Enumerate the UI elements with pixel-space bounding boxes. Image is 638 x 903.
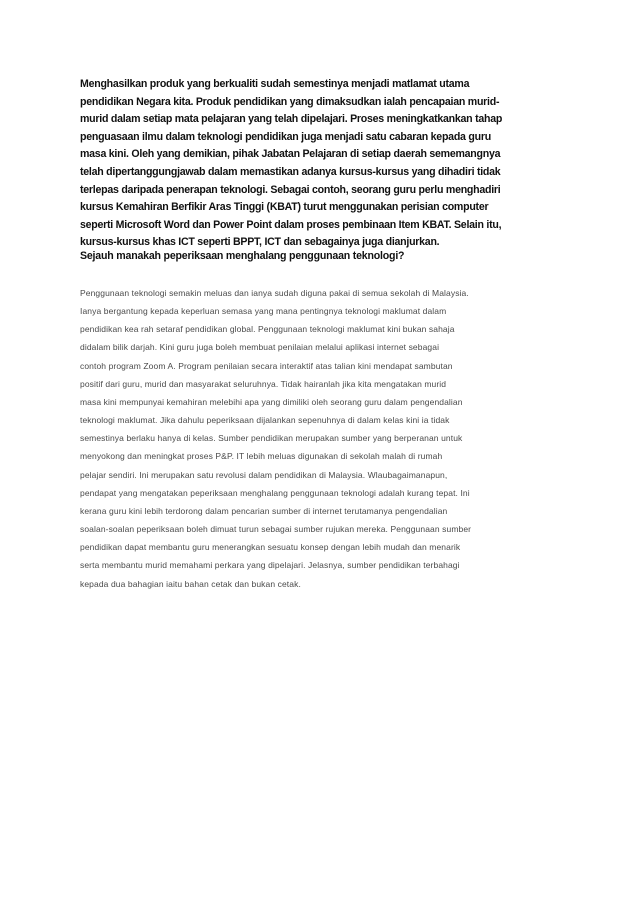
intro-line: pendidikan Negara kita. Produk pendidikan yang dimaksudkan ialah pencapaian murid- [80,95,500,108]
answer-line: pendidikan dapat membantu guru menerangkan sesuatu konsep dengan lebih mudah dan menarik [80,542,461,553]
intro-paragraph [80,76,570,252]
answer-line: soalan-soalan peperiksaan boleh dimuat turun sebagai sumber rujukan mereka. Penggunaan sumber [80,524,472,535]
answer-line: kerana guru kini lebih terdorong dalam pencarian sumber di internet terutamanya pengendalian [80,505,448,516]
intro-line: terlepas daripada penerapan teknologi. Sebagai contoh, seorang guru perlu menghadiri [80,183,501,196]
answer-line: pelajar sendiri. Ini merupakan satu revolusi dalam pendidikan di Malaysia. Wlaubagaimanapun, [80,469,448,480]
answer-paragraph [80,284,574,593]
question-heading: Sejauh manakah peperiksaan menghalang penggunaan teknologi? [80,250,405,262]
answer-line: pendidikan kea rah setaraf pendidikan global. Penggunaan teknologi maklumat kini bukan sahaja [80,324,455,335]
answer-line: contoh program Zoom A. Program penilaian secara interaktif atas talian kini mendapat sambutan [80,360,453,371]
intro-line: telah dipertanggungjawab dalam memastikan adanya kursus-kursus yang dihadiri tidak [80,165,501,178]
answer-line: didalam bilik darjah. Kini guru juga boleh membuat penilaian melalui aplikasi internet sebagai [80,342,440,353]
intro-line: murid dalam setiap mata pelajaran yang telah dipelajari. Proses meningkatkankan tahap [80,113,503,126]
intro-line: penguasaan ilmu dalam teknologi pendidikan juga menjadi satu cabaran kepada guru [80,130,491,143]
intro-line: seperti Microsoft Word dan Power Point dalam proses pembinaan Item KBAT. Selain itu, [80,218,502,231]
answer-line: kepada dua bahagian iaitu bahan cetak dan bukan cetak. [80,578,301,589]
answer-line: Ianya bergantung kepada keperluan semasa yang mana pentingnya teknologi maklumat dalam [80,306,447,317]
answer-line: pendapat yang mengatakan peperiksaan menghalang penggunaan teknologi adalah kurang tepat. Ini [80,487,470,498]
answer-line: masa kini mempunyai kemahiran melebihi apa yang dimiliki oleh seorang guru dalam pengendalian [80,396,463,407]
intro-line: masa kini. Oleh yang demikian, pihak Jabatan Pelajaran di setiap daerah sememangnya [80,148,501,161]
answer-line: positif dari guru, murid dan masyarakat seluruhnya. Tidak hairanlah jika kita mengatakan murid [80,378,447,389]
intro-line: Menghasilkan produk yang berkualiti sudah semestinya menjadi matlamat utama [80,78,470,90]
answer-line: Penggunaan teknologi semakin meluas dan ianya sudah diguna pakai di semua sekolah di Malaysia. [80,288,469,298]
answer-line: semestinya berlaku hanya di kelas. Sumber pendidikan merupakan sumber yang berperanan untuk [80,433,463,444]
answer-line: teknologi maklumat. Jika dahulu peperiksaan dijalankan sepenuhnya di dalam kelas kini ia tidak [80,415,450,426]
intro-line: kursus Kemahiran Berfikir Aras Tinggi (KBAT) turut menggunakan perisian computer [80,201,489,214]
intro-line: kursus-kursus khas ICT seperti BPPT, ICT dan sebagainya juga dianjurkan. [80,236,440,249]
answer-line: menyokong dan meningkat proses P&P. IT lebih meluas digunakan di sekolah malah di rumah [80,451,443,462]
answer-line: serta membantu murid memahami perkara yang dipelajari. Jelasnya, sumber pendidikan terbahagi [80,560,460,571]
